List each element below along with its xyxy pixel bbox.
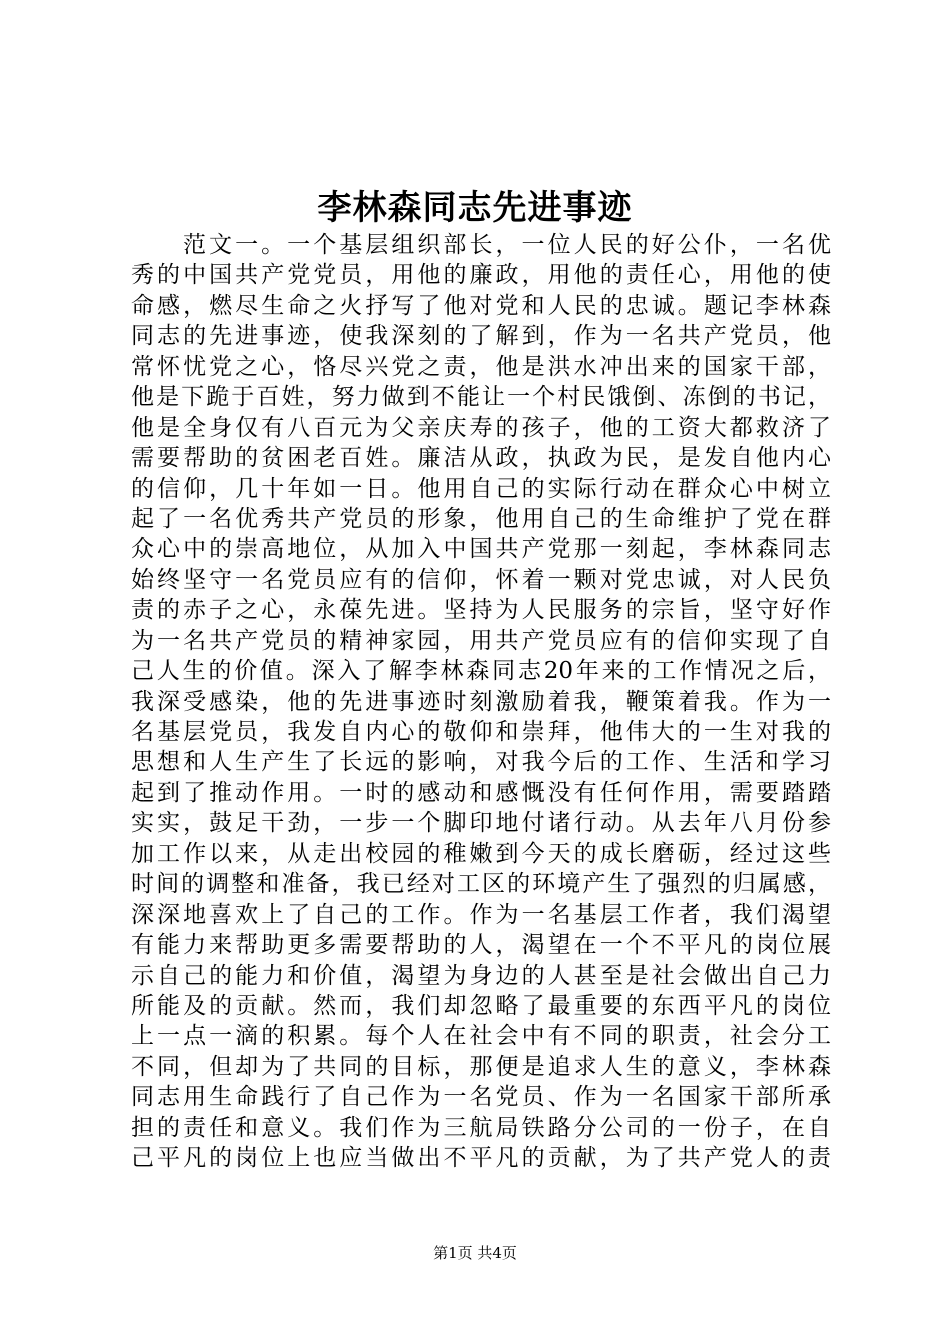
text-line: 名基层党员，我发自内心的敬仰和崇拜，他伟大的一生对我的 xyxy=(131,719,831,745)
text-line: 命感，燃尽生命之火抒写了他对党和人民的忠诚。题记李林森 xyxy=(131,292,831,319)
text-line: 常怀忧党之心，恪尽兴党之责，他是洪水冲出来的国家干部， xyxy=(131,353,831,380)
text-line: 己平凡的岗位上也应当做出不平凡的贡献，为了共产党人的责 xyxy=(131,1145,831,1172)
text-line: 为一名共产党员的精神家园，用共产党员应有的信仰实现了自 xyxy=(131,627,831,654)
text-line: 始终坚守一名党员应有的信仰，怀着一颗对党忠诚，对人民负 xyxy=(131,566,831,593)
text-line: 秀的中国共产党党员，用他的廉政，用他的责任心，用他的使 xyxy=(131,262,831,289)
text-line: 众心中的崇高地位，从加入中国共产党那一刻起，李林森同志 xyxy=(131,536,831,563)
text-line: 不同，但却为了共同的目标，那便是追求人生的意义，李林森 xyxy=(131,1053,831,1080)
text-line: 实实，鼓足干劲，一步一个脚印地付诸行动。从去年八月份参 xyxy=(131,810,831,837)
document-title: 李林森同志先进事迹 xyxy=(317,188,633,228)
text-line: 他是全身仅有八百元为父亲庆寿的孩子，他的工资大都救济了 xyxy=(131,414,831,441)
text-line: 上一点一滴的积累。每个人在社会中有不同的职责，社会分工 xyxy=(131,1023,831,1050)
text-line: 担的责任和意义。我们作为三航局铁路分公司的一份子，在自 xyxy=(131,1114,831,1141)
text-line: 的信仰，几十年如一日。他用自己的实际行动在群众心中树立 xyxy=(131,475,831,502)
text-line: 加工作以来，从走出校园的稚嫩到今天的成长磨砺，经过这些 xyxy=(131,840,831,867)
text-line: 同志的先进事迹，使我深刻的了解到，作为一名共产党员，他 xyxy=(131,323,831,350)
text-line: 所能及的贡献。然而，我们却忽略了最重要的东西平凡的岗位 xyxy=(131,992,831,1019)
page-number-footer: 第1页 共4页 xyxy=(433,1244,517,1262)
text-line: 责的赤子之心，永葆先进。坚持为人民服务的宗旨，坚守好作 xyxy=(131,597,831,624)
text-line: 示自己的能力和价值，渴望为身边的人甚至是社会做出自己力 xyxy=(131,962,831,989)
text-line: 范文一。一个基层组织部长，一位人民的好公仆，一名优 xyxy=(183,232,831,258)
text-line: 起到了推动作用。一时的感动和感慨没有任何作用，需要踏踏 xyxy=(131,779,831,806)
text-line: 有能力来帮助更多需要帮助的人，渴望在一个不平凡的岗位展 xyxy=(131,932,831,959)
text-line: 思想和人生产生了长远的影响，对我今后的工作、生活和学习 xyxy=(131,749,831,776)
body-paragraph xyxy=(131,230,831,1174)
text-line: 己人生的价值。深入了解李林森同志20年来的工作情况之后， xyxy=(131,658,831,685)
text-line: 他是下跪于百姓，努力做到不能让一个村民饿倒、冻倒的书记， xyxy=(131,384,831,411)
text-line: 同志用生命践行了自己作为一名党员、作为一名国家干部所承 xyxy=(131,1084,831,1111)
text-line: 深深地喜欢上了自己的工作。作为一名基层工作者，我们渴望 xyxy=(131,901,831,928)
text-line: 起了一名优秀共产党员的形象，他用自己的生命维护了党在群 xyxy=(131,505,831,532)
text-line: 我深受感染，他的先进事迹时刻激励着我，鞭策着我。作为一 xyxy=(131,688,831,715)
text-line: 时间的调整和准备，我已经对工区的环境产生了强烈的归属感， xyxy=(131,871,831,898)
text-line: 需要帮助的贫困老百姓。廉洁从政，执政为民，是发自他内心 xyxy=(131,445,831,472)
